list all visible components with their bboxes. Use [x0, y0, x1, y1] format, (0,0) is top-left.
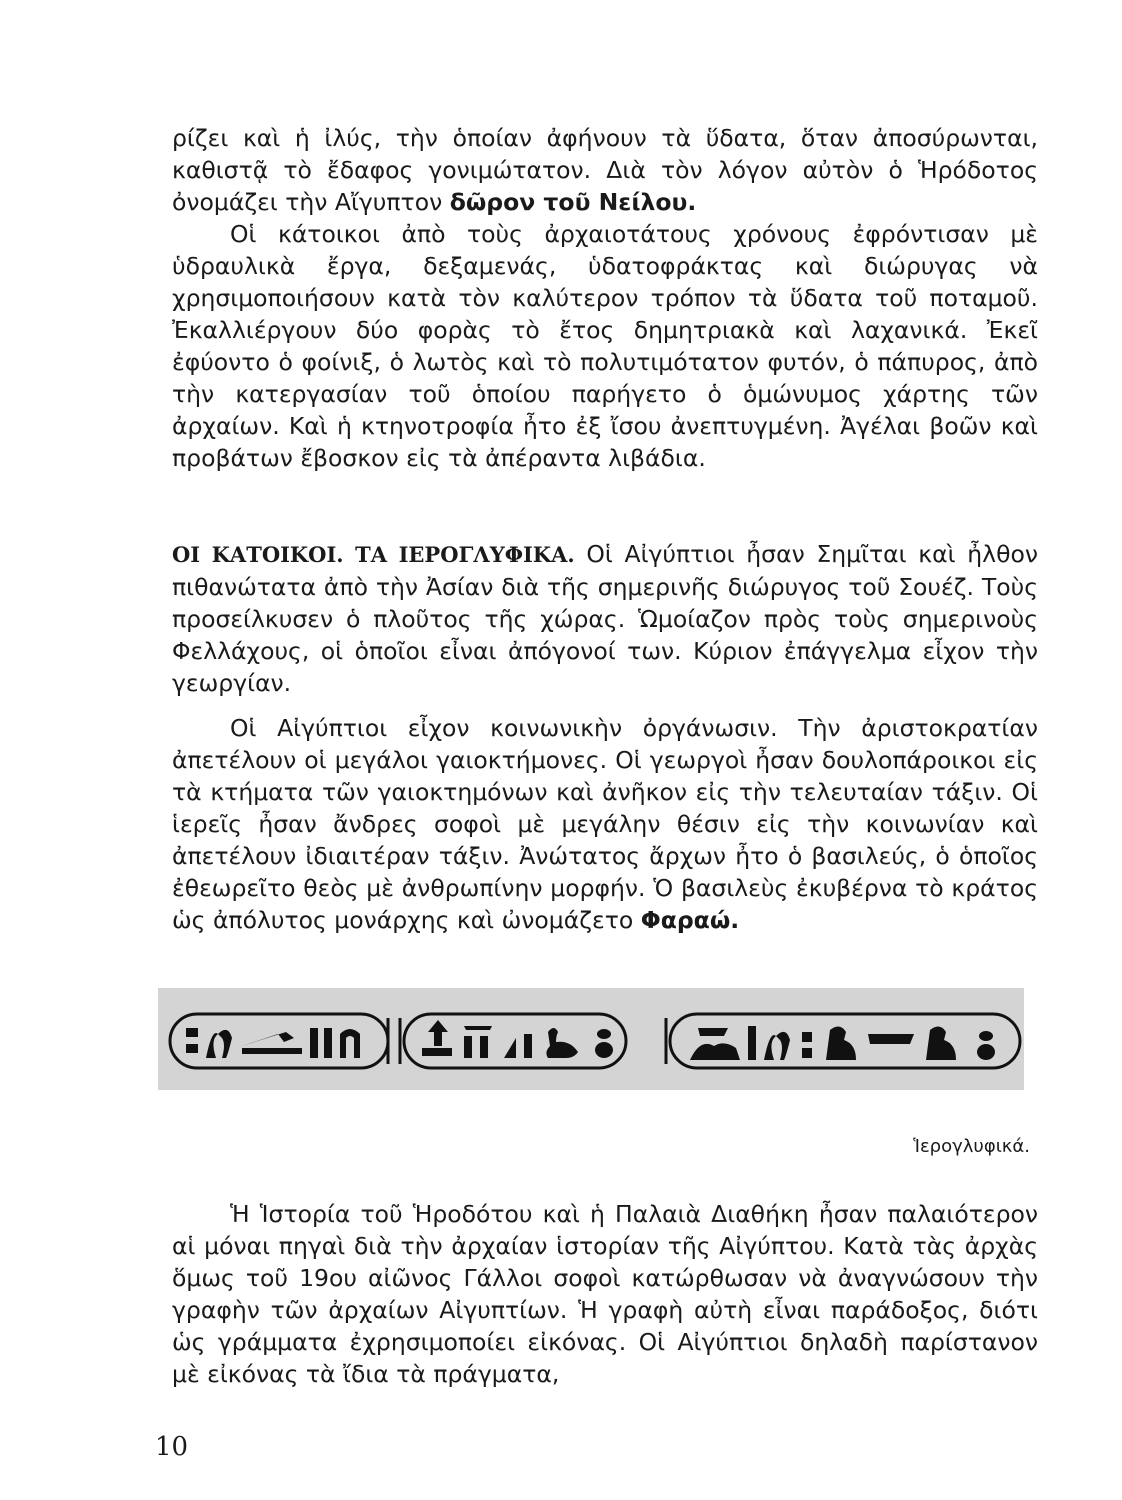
- glyph-reed-icon: [310, 1028, 318, 1058]
- glyph-duck-icon: [546, 1028, 578, 1058]
- paragraph-social-organization: [172, 712, 1038, 936]
- hieroglyphs-figure: [158, 988, 1024, 1090]
- glyph-arch-icon: [340, 1029, 360, 1058]
- bold-phrase-gift-of-nile: δῶρον τοῦ Νείλου.: [449, 188, 697, 216]
- section-heading: ΟΙ ΚΑΤΟΙΚΟΙ. ΤΑ ΙΕΡΟΓΛΥΦΙΚΑ.: [172, 542, 575, 567]
- glyph-lion-icon: [242, 1032, 302, 1054]
- glyph-square-icon: [802, 1032, 812, 1042]
- paragraph-text: Οἱ Αἰγύπτιοι εἶχον κοινωνικὴν ὀργάνωσιν. Τὴν ἀριστοκρατίαν ἀπετέλουν οἱ μεγάλοι γαιοκτήμονες. Οἱ γεωργοὶ ἦσαν δουλοπάροικοι εἰς τὰ κτήματα τῶν γαιοκτημόνων καὶ ἀνῆκον εἰς τὴν τελευταίαν τάξιν. Οἱ ἱερεῖς ἦσαν ἄνδρες σοφοὶ μὲ μεγάλην θέσιν εἰς τὴν κοινωνίαν καὶ ἀπετέλουν ἰδιαιτέραν τάξιν. Ἀνώτατος ἄρχων ἦτο ὁ βασιλεύς, ὁ ὁποῖος ἐθεωρεῖτο θεὸς μὲ ἀνθρωπίνην μορφήν. Ὁ βασιλεὺς ἐκυβέρνα τὸ κράτος ὡς ἀπόλυτος μονάρχης καὶ ὠνομάζετο: [172, 714, 1038, 934]
- glyph-reed-icon: [748, 1026, 756, 1060]
- paragraph-text: Οἱ Αἰγύπτιοι ἦσαν Σημῖται καὶ ἦλθον πιθανώτατα ἀπὸ τὴν Ἀσίαν διὰ τῆς σημερινῆς διώρυγος τοῦ Σουέζ. Τοὺς προσείλκυσεν ὁ πλοῦτος τῆς χώρας. Ὡμοίαζον πρὸς τοὺς σημερινοὺς Φελλάχους, οἱ ὁποῖοι εἶναι ἀπόγονοί των. Κύριον ἐπάγγελμα εἶχον τὴν γεωργίαν.: [172, 540, 1038, 697]
- glyph-loop-icon: [764, 1032, 790, 1060]
- glyph-dot-icon: [595, 1042, 613, 1058]
- glyph-square-icon: [186, 1028, 198, 1037]
- glyph-owl-icon: [926, 1026, 956, 1060]
- glyph-dot-icon: [979, 1031, 993, 1041]
- glyph-block-icon: [480, 1036, 488, 1058]
- glyph-square-icon: [186, 1044, 198, 1053]
- glyph-square-icon: [802, 1048, 812, 1058]
- glyph-dot-icon: [597, 1029, 611, 1039]
- paragraph-inhabitants: [172, 538, 1038, 699]
- paragraph-decipherment: Ἡ Ἱστορία τοῦ Ἡροδότου καὶ ἡ Παλαιὰ Διαθήκη ἦσαν παλαιότερον αἱ μόναι πηγαὶ διὰ τὴν ἀρχαίαν ἱστορίαν τῆς Αἰγύπτου. Κατὰ τὰς ἀρχὰς ὅμως τοῦ 19ου αἰῶνος Γάλλοι σοφοὶ κατώρθωσαν νὰ ἀναγνώσουν τὴν γραφὴν τῶν ἀρχαίων Αἰγυπτίων. Ἡ γραφὴ αὐτὴ εἶναι παράδοξος, διότι ὡς γράμματα ἐχρησιμοποίει εἰκόνας. Οἱ Αἰγύπτιοι δηλαδὴ παρίστανον μὲ εἰκόνας τὰ ἴδια τὰ πράγματα,: [172, 1200, 1038, 1388]
- hieroglyph-cartouches: [158, 988, 1024, 1090]
- glyph-water-icon: [464, 1026, 492, 1030]
- glyph-bar-icon: [868, 1034, 914, 1044]
- glyph-sedge-icon: [422, 1020, 452, 1056]
- glyph-bread-icon: [698, 1028, 728, 1036]
- glyph-dot-icon: [977, 1044, 995, 1060]
- glyph-loop-icon: [206, 1030, 232, 1058]
- glyph-wedge-icon: [504, 1038, 516, 1058]
- figure-caption: Ἱερογλυφικά.: [913, 1136, 1030, 1157]
- paragraph-text: ρίζει καὶ ἡ ἰλύς, τὴν ὁποίαν ἀφήνουν τὰ ὕδατα, ὅταν ἀποσύρωνται, καθιστᾷ τὸ ἔδαφος γονιμώτατον. Διὰ τὸν λόγον αὐτὸν ὁ Ἡρόδοτος ὀνομάζει τὴν Αἴγυπτον: [172, 124, 1038, 216]
- glyph-reed-icon: [524, 1034, 532, 1058]
- paragraph-agriculture: Οἱ κάτοικοι ἀπὸ τοὺς ἀρχαιοτάτους χρόνους ἐφρόντισαν μὲ ὑδραυλικὰ ἔργα, δεξαμενάς, ὑδατοφράκτας καὶ διώρυγας νὰ χρησιμοποιήσουν κατὰ τὸν καλύτερον τρόπον τὰ ὕδατα τοῦ ποταμοῦ. Ἐκαλλιέργουν δύο φορὰς τὸ ἔτος δημητριακὰ καὶ λαχανικά. Ἐκεῖ ἐφύοντο ὁ φοίνιξ, ὁ λωτὸς καὶ τὸ πολυτιμότατον φυτόν, ὁ πάπυρος, ἀπὸ τὴν κατεργασίαν τοῦ ὁποίου παρήγετο ὁ ὁμώνυμος χάρτης τῶν ἀρχαίων. Καὶ ἡ κτηνοτροφία ἦτο ἐξ ἴσου ἀνεπτυγμένη. Ἀγέλαι βοῶν καὶ προβάτων ἔβοσκον εἰς τὰ ἀπέραντα λιβάδια.: [172, 220, 1038, 472]
- glyph-owl-icon: [826, 1026, 856, 1060]
- glyph-recumbent-icon: [690, 1043, 740, 1060]
- page-number: 10: [155, 1432, 189, 1462]
- glyph-block-icon: [464, 1036, 472, 1058]
- paragraph-nile-soil: [172, 122, 1038, 218]
- glyph-reed-icon: [324, 1028, 332, 1058]
- bold-word-pharaoh: Φαραώ.: [640, 906, 740, 934]
